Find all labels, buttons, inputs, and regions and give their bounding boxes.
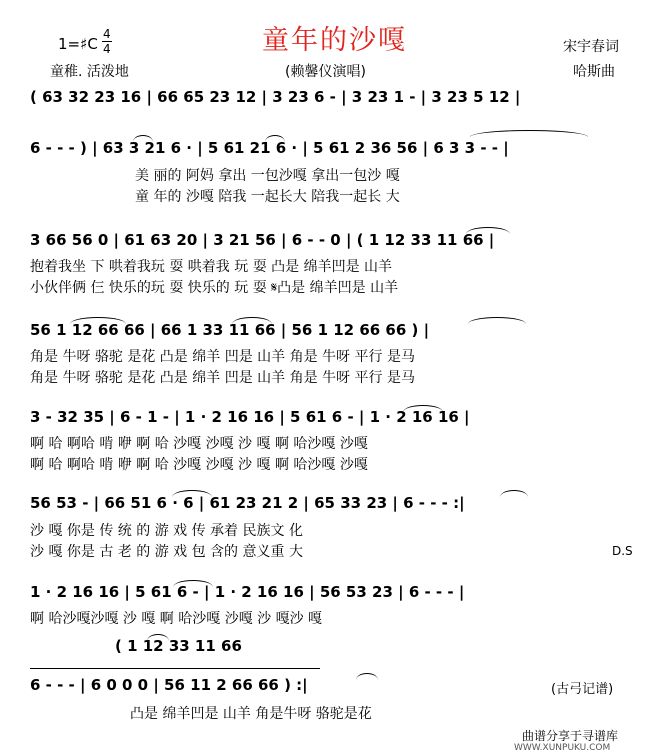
lyric-line: 啊 哈 啊哈 啃 咿 啊 哈 沙嘎 沙嘎 沙 嘎 啊 哈沙嘎 沙嘎 [30, 457, 368, 473]
notation-line: 56 1 12 66 66 | 66 1 33 11 66 | 56 1 12 66 66 ) | [30, 321, 430, 339]
lyric-line: 小伙伴俩 仨 快乐的玩 耍 快乐的 玩 耍 𝄋凸是 绵羊凹是 山羊 [30, 280, 399, 296]
score-row-5 [0, 408, 669, 430]
lyric-line: 啊 哈沙嘎沙嘎 沙 嘎 啊 哈沙嘎 沙嘎 沙 嘎沙 嘎 [30, 611, 323, 627]
slur-mark [172, 490, 212, 497]
slur-mark [147, 634, 169, 641]
notation-line: 6 - - - ) | 63 3 21 6 · | 5 61 21 6 · | 5 61 2 36 56 | 6 3 3 - - | [30, 139, 509, 157]
score-row-6 [0, 494, 669, 516]
composer-credit: 哈斯曲 [573, 64, 615, 80]
lyric-line: 抱着我坐 下 哄着我玩 耍 哄着我 玩 耍 凸是 绵羊凹是 山羊 [30, 259, 393, 275]
page-title: 童年的沙嘎 [262, 25, 407, 56]
score-row-8-upper [0, 637, 669, 659]
site-watermark: WWW.XUNPUKU.COM [514, 743, 611, 753]
slur-mark [403, 405, 443, 412]
tempo-style: 童稚. 活泼地 [50, 64, 129, 80]
notation-line: ( 1 12 33 11 66 [115, 637, 242, 655]
slur-mark [466, 227, 510, 234]
slur-mark [70, 317, 126, 324]
lyricist-credit: 宋宇春词 [563, 39, 619, 55]
share-text: 曲谱分享于寻谱库 [522, 729, 619, 743]
staff-divider [30, 668, 320, 669]
meter-top: 4 [103, 27, 111, 41]
notation-line: 56 53 - | 66 51 6 · 6 | 61 23 21 2 | 65 33 23 | 6 - - - :| [30, 494, 465, 512]
lyric-line: 角是 牛呀 骆驼 是花 凸是 绵羊 凹是 山羊 角是 牛呀 平行 是马 [30, 370, 415, 386]
meter-bottom: 4 [103, 42, 111, 56]
lyric-line: 沙 嘎 你是 古 老 的 游 戏 包 含的 意义重 大 [30, 544, 303, 560]
slur-mark [173, 580, 213, 587]
score-row-3 [0, 231, 669, 253]
lyric-line: 沙 嘎 你是 传 统 的 游 戏 传 承着 民族文 化 [30, 523, 303, 539]
slur-mark [500, 490, 528, 497]
lyric-line: 角是 牛呀 骆驼 是花 凸是 绵羊 凹是 山羊 角是 牛呀 平行 是马 [30, 349, 415, 365]
key-signature: 1=♯C [58, 35, 98, 53]
notation-line: 3 66 56 0 | 61 63 20 | 3 21 56 | 6 - - 0 | ( 1 12 33 11 66 | [30, 231, 495, 249]
score-row-2 [0, 139, 669, 161]
slur-mark [265, 135, 285, 142]
lyric-line: 美 丽的 阿妈 拿出 一包沙嘎 拿出一包沙 嘎 [135, 168, 400, 184]
slur-mark [232, 317, 272, 324]
notation-line: 1 · 2 16 16 | 5 61 6 - | 1 · 2 16 16 | 56 53 23 | 6 - - - | [30, 583, 465, 601]
source-note: (古弓记谱) [551, 682, 614, 697]
score-row-1 [0, 88, 669, 110]
lyric-line: 啊 哈 啊哈 啃 咿 啊 哈 沙嘎 沙嘎 沙 嘎 啊 哈沙嘎 沙嘎 [30, 436, 368, 452]
notation-line: 3 - 32 35 | 6 - 1 - | 1 · 2 16 16 | 5 61 6 - | 1 · 2 16 16 | [30, 408, 470, 426]
lyric-line: 童 年的 沙嘎 陪我 一起长大 陪我一起长 大 [135, 189, 400, 205]
slur-mark [470, 130, 588, 137]
score-row-4 [0, 321, 669, 343]
ds-mark: D.S [612, 544, 633, 558]
performer-credit: (赖馨仪演唱) [285, 64, 366, 80]
notation-line: 6 - - - | 6 0 0 0 | 56 11 2 66 66 ) :| [30, 676, 308, 694]
slur-mark [468, 317, 526, 324]
score-row-7 [0, 583, 669, 605]
slur-mark [356, 673, 378, 680]
lyric-line: 凸是 绵羊凹是 山羊 角是牛呀 骆驼是花 [130, 706, 372, 722]
slur-mark [133, 135, 153, 142]
notation-line: ( 63 32 23 16 | 66 65 23 12 | 3 23 6 - | 3 23 1 - | 3 23 5 12 | [30, 88, 521, 106]
